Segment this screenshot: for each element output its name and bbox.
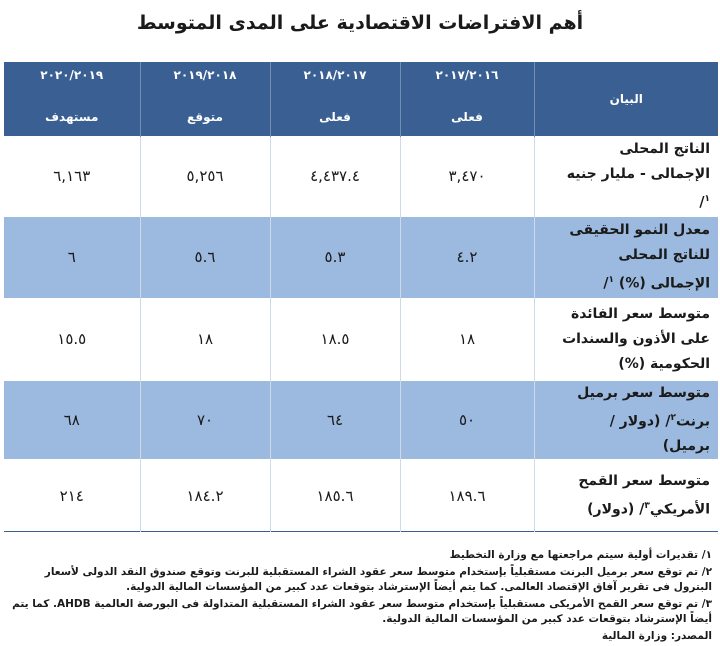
table-cell: ٧٠ [140, 380, 270, 460]
row-label-line: الإجمالى - مليار جنيه [566, 166, 710, 182]
row-label: متوسط سعر برميل برنت$^٢$/ (دولار / برميل) [534, 380, 718, 460]
row-label-line: الناتج المحلى [619, 141, 710, 157]
assumptions-table [4, 62, 718, 532]
table-cell: ٣,٤٧٠ [400, 137, 534, 217]
column-header [4, 62, 140, 137]
table-cell: ٥,٢٥٦ [140, 137, 270, 217]
row-label-line: الأمريكي [649, 501, 710, 518]
column-header [140, 62, 270, 137]
row-label-line: (دولار / [609, 413, 661, 430]
row-label-line: الإجمالى (%) [618, 275, 710, 292]
column-year: ٢٠١٩/٢٠١٨ [173, 68, 237, 82]
table-cell: ١٨٤.٢ [140, 460, 270, 532]
footnote-1: ١/ تقديرات أولية سيتم مراجعتها مع وزارة التخطيط [449, 549, 712, 561]
row-label-line: معدل النمو الحقيقى [569, 221, 710, 238]
table-cell: ١٥.٥ [4, 298, 140, 380]
column-header [270, 62, 400, 137]
table-cell: ٥.٣ [270, 216, 400, 298]
row-label-line: متوسط سعر برميل [577, 384, 710, 401]
row-label: الناتج المحلى الإجمالى - مليار جنيه $^١$/ [534, 137, 718, 217]
table-cell: ١٨ [140, 298, 270, 380]
table-cell: ٤,٤٣٧.٤ [270, 137, 400, 217]
row-label-line: على الأذون والسندات [562, 330, 710, 347]
table-cell: ٦٤ [270, 380, 400, 460]
column-status: فعلى [451, 110, 483, 124]
row-label [534, 298, 718, 380]
row-label: معدل النمو الحقيقى للناتج المحلى الإجمالى (%) $^١$/ [534, 216, 718, 298]
column-status: متوقع [187, 110, 223, 124]
table-cell: ٦ [4, 216, 140, 298]
row-label-line: الحكومية (%) [618, 355, 710, 372]
row-label-line: برميل) [662, 438, 710, 455]
footnote-ref: ١ [608, 274, 615, 285]
table-cell: ٥٠ [400, 380, 534, 460]
table-row [4, 298, 718, 380]
table-cell: ١٨٥.٦ [270, 460, 400, 532]
column-year: ٢٠١٧/٢٠١٦ [435, 68, 499, 82]
column-year: ٢٠١٨/٢٠١٧ [303, 68, 367, 82]
footnotes [6, 548, 712, 646]
table-row [4, 380, 718, 460]
table-cell: ١٨ [400, 298, 534, 380]
column-year: ٢٠٢٠/٢٠١٩ [40, 68, 104, 82]
page-title: أهم الافتراضات الاقتصادية على المدى المتوسط [136, 12, 584, 34]
row-label-line: متوسط سعر القمح [578, 472, 710, 489]
row-label: متوسط سعر القمح الأمريكي$^٣$/ (دولار) [534, 460, 718, 532]
item-column-header: البيان [534, 62, 718, 137]
row-label-line: (دولار) [587, 501, 635, 518]
row-label-line: للناتج المحلى [618, 246, 710, 263]
column-header [400, 62, 534, 137]
column-status: فعلى [319, 110, 351, 124]
footnote-2: ٢/ تم توقع سعر برميل البرنت مستقبلياً بإستخدام متوسط سعر عقود الشراء المستقبلية للبرنت وتوقع صندوق النقد الدولى لأسعار البترول فى تقرير آفاق الإقتصاد العالمى. كما يتم أيضاً الإسترشاد بتوقعات عدد كبير من المؤسسات المالية الدولية. [44, 566, 712, 593]
footnote-ref: ٣ [644, 500, 650, 511]
footnote-3: ٣/ تم توقع سعر القمح الأمريكى مستقبلياً بإستخدام متوسط سعر عقود الشراء المستقبلية المتداولة فى البورصة العالمية AHDB. كما يتم أيضاً الإسترشاد بتوقعات عدد كبير من المؤسسات المالية الدولية. [12, 598, 712, 625]
table-cell: ١٨٩.٦ [400, 460, 534, 532]
table-cell: ٦,١٦٣ [4, 137, 140, 217]
table-row [4, 137, 718, 217]
table-row [4, 460, 718, 532]
row-label-line: متوسط سعر الفائدة [570, 305, 710, 322]
column-status: مستهدف [45, 110, 99, 124]
table-cell: ٥.٦ [140, 216, 270, 298]
footnote-ref: ٢ [670, 412, 676, 423]
table-cell: ١٨.٥ [270, 298, 400, 380]
table-cell: ٤.٢ [400, 216, 534, 298]
table-cell: ٢١٤ [4, 460, 140, 532]
table-row [4, 216, 718, 298]
row-label-line: برنت [675, 413, 710, 430]
table-header-row [4, 62, 718, 137]
source-note: المصدر: وزارة المالية [601, 630, 712, 642]
table-cell: ٦٨ [4, 380, 140, 460]
footnote-ref: ١ [704, 194, 710, 204]
